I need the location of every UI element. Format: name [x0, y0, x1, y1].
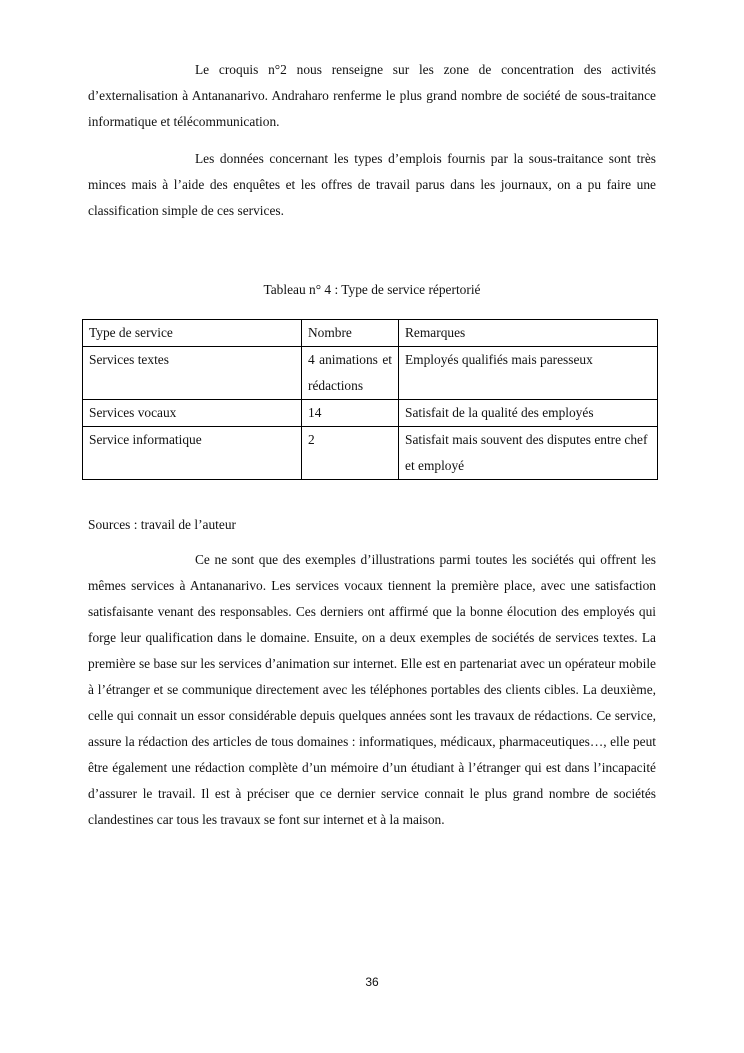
service-table	[82, 319, 658, 480]
table-cell: Services vocaux	[83, 400, 302, 427]
header-cell: Nombre	[302, 320, 399, 347]
table-caption: Tableau n° 4 : Type de service répertorié	[263, 282, 481, 297]
table-cell: 14	[302, 400, 399, 427]
table-cell: Services textes	[83, 347, 302, 400]
page-number: 36	[365, 975, 379, 989]
table-row	[83, 400, 658, 427]
table-cell: 4 animations et rédactions	[302, 347, 399, 400]
intro-paragraph: Le croquis n°2 nous renseigne sur les zone de concentration des activités d’externalisation à Antananarivo. Andraharo renferme le plus grand nombre de société de sous-traitance informatique et télécommunication.	[88, 62, 656, 129]
header-cell: Remarques	[399, 320, 658, 347]
table-row	[83, 427, 658, 480]
table-cell: Service informatique	[83, 427, 302, 480]
table-row	[83, 347, 658, 400]
header-cell: Type de service	[83, 320, 302, 347]
table-cell: Satisfait mais souvent des disputes entre chef et employé	[399, 427, 658, 480]
table-header-row	[83, 320, 658, 347]
table-cell: 2	[302, 427, 399, 480]
table-cell: Employés qualifiés mais paresseux	[399, 347, 658, 400]
table-cell: Satisfait de la qualité des employés	[399, 400, 658, 427]
analysis-paragraph: Ce ne sont que des exemples d’illustrations parmi toutes les sociétés qui offrent les mêmes services à Antananarivo. Les services vocaux tiennent la première place, avec une satisfaction satisfaisante venant des responsables. Ces derniers ont affirmé que la bonne élocution des employés qui forge leur qualification dans le domaine. Ensuite, on a deux exemples de sociétés de services textes. La première se base sur les services d’animation sur internet. Elle est en partenariat avec un opérateur mobile à l’étranger et se communique directement avec les téléphones portables des clients cibles. La deuxième, celle qui connait un essor considérable depuis quelques années sont les travaux de rédactions. Ce service, assure la rédaction des articles de tous domaines : informatiques, médicaux, pharmaceutiques…, elle peut être également une rédaction complète d’un mémoire d’un étudiant à l’étranger qui est dans l’incapacité d’assurer le travail. Il est à préciser que ce dernier service connait le plus grand nombre de sociétés clandestines car tous les travaux se font sur internet et à la maison.	[88, 552, 656, 827]
source-note: Sources : travail de l’auteur	[88, 517, 236, 532]
data-paragraph: Les données concernant les types d’emplois fournis par la sous-traitance sont très minces mais à l’aide des enquêtes et les offres de travail parus dans les journaux, on a pu faire une classification simple de ces services.	[88, 151, 656, 218]
